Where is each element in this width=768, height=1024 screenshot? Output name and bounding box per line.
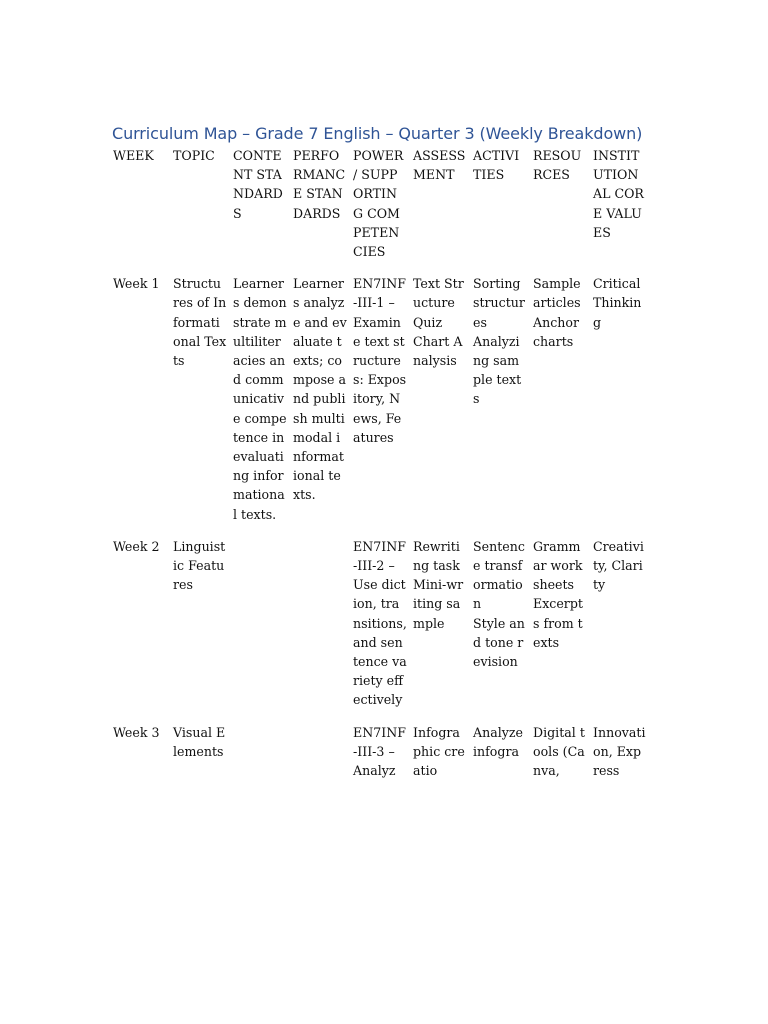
cell-content-standards — [230, 723, 290, 794]
cell-content-standards: Learners demonstrate multiliteracies and communicative competence in evaluating informational texts. — [233, 276, 287, 522]
cell-competencies: EN7INF-III-3 – Analyz — [353, 724, 406, 779]
resource-item: Grammar worksheets — [533, 538, 583, 593]
table-row — [110, 723, 650, 794]
cell-resources — [530, 537, 590, 723]
header-topic: TOPIC — [173, 148, 215, 163]
assessment-item: Mini-writing sample — [413, 577, 464, 631]
table-header-row — [110, 146, 650, 274]
assessment-item: Chart Analysis — [413, 333, 463, 369]
resource-item: Anchor charts — [533, 314, 579, 349]
cell-competencies: EN7INF-III-1 – Examine text structures: Expository, News, Features — [353, 276, 407, 445]
activity-item: Analyze infogra — [473, 724, 523, 759]
cell-competencies: EN7INF-III-2 – Use diction, transitions, and sentence variety effectively — [353, 538, 407, 708]
cell-core-values: Creativity, Clarity — [593, 538, 644, 593]
cell-topic: Linguistic Features — [173, 538, 226, 593]
activity-item: Sentence transformation — [473, 538, 525, 612]
table-row — [110, 537, 650, 723]
table-row — [110, 274, 650, 537]
cell-resources — [530, 274, 590, 537]
cell-activities — [470, 537, 530, 723]
resource-item: Excerpts from texts — [533, 596, 583, 650]
cell-activities — [470, 274, 530, 537]
cell-week: Week 1 — [113, 276, 160, 292]
cell-core-values: Critical Thinking — [593, 276, 642, 330]
cell-performance-standards — [290, 723, 350, 794]
cell-assessment — [410, 537, 470, 723]
resource-item: Sample articles — [533, 276, 581, 311]
cell-assessment — [410, 274, 470, 537]
header-competencies: POWER / SUPPORTING COMPETENCIES — [353, 148, 404, 260]
header-content-standards: CONTENT STANDARDS — [233, 148, 283, 221]
cell-core-values: Innovation, Express — [593, 724, 646, 779]
cell-content-standards — [230, 537, 290, 723]
cell-performance-standards: Learners analyze and evaluate texts; compose and publish multimodal informational texts. — [293, 276, 347, 503]
header-performance-standards: PERFORMANCE STANDARDS — [293, 148, 346, 221]
activity-item: Analyzing sample texts — [473, 333, 522, 407]
assessment-item: Infographic creatio — [413, 724, 465, 779]
cell-assessment — [410, 723, 470, 794]
assessment-item: Rewriting task — [413, 538, 460, 574]
cell-activities — [470, 723, 530, 794]
curriculum-table — [110, 146, 650, 793]
header-activities: ACTIVITIES — [473, 148, 520, 183]
header-resources: RESOURCES — [533, 148, 582, 183]
assessment-item: Text Structure Quiz — [413, 276, 464, 330]
cell-topic: Structures of Informational Texts — [173, 276, 227, 369]
header-assessment: ASSESSMENT — [413, 148, 466, 183]
cell-week: Week 3 — [113, 724, 160, 740]
cell-topic: Visual Elements — [173, 724, 226, 759]
cell-resources — [530, 723, 590, 794]
resource-item: Digital tools (Canva, — [533, 724, 585, 779]
document-title: Curriculum Map – Grade 7 English – Quarter 3 (Weekly Breakdown) — [112, 124, 643, 143]
activity-item: Sorting structures — [473, 276, 525, 330]
cell-performance-standards — [290, 537, 350, 723]
header-core-values: INSTITUTIONAL CORE VALUES — [593, 148, 644, 240]
header-week: WEEK — [113, 148, 154, 163]
cell-week: Week 2 — [113, 538, 160, 554]
activity-item: Style and tone revision — [473, 615, 525, 670]
